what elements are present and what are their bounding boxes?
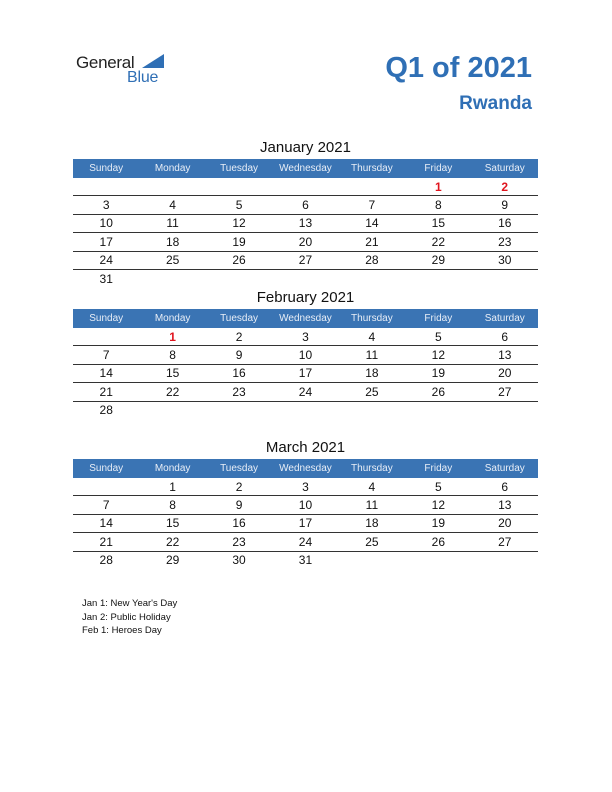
day-cell: 7 [339, 196, 405, 214]
day-cell: 26 [405, 383, 471, 401]
day-cell: 19 [206, 233, 272, 251]
day-cell [339, 178, 405, 196]
weekday-header: Tuesday [206, 159, 272, 178]
day-cell: 23 [206, 533, 272, 551]
day-cell: 28 [99, 403, 113, 418]
logo-blue-text: Blue [127, 69, 159, 86]
day-cell: 1 [139, 328, 205, 346]
day-cell: 13 [472, 346, 538, 364]
day-cell: 10 [272, 496, 338, 514]
week-row [73, 496, 538, 514]
day-cell: 25 [139, 251, 205, 269]
day-cell [472, 401, 538, 419]
logo [76, 52, 176, 88]
day-cell: 27 [272, 251, 338, 269]
day-cell: 15 [139, 364, 205, 382]
weekday-header: Tuesday [206, 459, 272, 478]
country-name: Rwanda [459, 93, 532, 114]
day-cell: 8 [139, 346, 205, 364]
day-cell: 8 [139, 496, 205, 514]
holiday-list [82, 597, 177, 638]
week-row [73, 269, 538, 287]
month-title: February 2021 [256, 289, 355, 306]
day-cell [139, 401, 205, 419]
month-february [73, 287, 538, 419]
week-row [73, 214, 538, 232]
week-row [73, 251, 538, 269]
day-cell: 12 [405, 346, 471, 364]
week-row [73, 196, 538, 214]
day-cell: 10 [73, 214, 139, 232]
day-cell: 17 [73, 233, 139, 251]
weekday-header: Sunday [73, 309, 139, 328]
calendar-grid [73, 309, 538, 419]
day-cell: 28 [99, 553, 113, 568]
weekday-header: Friday [405, 159, 471, 178]
weekday-header: Monday [139, 459, 205, 478]
day-cell: 17 [272, 514, 338, 532]
day-cell [405, 401, 471, 419]
day-cell: 11 [139, 214, 205, 232]
week-row [73, 178, 538, 196]
day-cell: 11 [339, 496, 405, 514]
day-cell [206, 178, 272, 196]
day-cell: 8 [405, 196, 471, 214]
month-january [73, 137, 538, 287]
day-cell: 9 [472, 196, 538, 214]
day-cell: 20 [472, 364, 538, 382]
weekday-header: Saturday [472, 309, 538, 328]
day-cell: 11 [339, 346, 405, 364]
day-cell: 9 [206, 496, 272, 514]
page-title: Q1 of 2021 [385, 52, 532, 84]
day-cell: 26 [405, 533, 471, 551]
day-cell: 29 [405, 251, 471, 269]
weekday-header: Monday [139, 159, 205, 178]
weekday-header: Friday [405, 309, 471, 328]
week-row [73, 233, 538, 251]
week-row [73, 533, 538, 551]
day-cell: 24 [272, 533, 338, 551]
day-cell: 5 [206, 196, 272, 214]
weekday-header: Sunday [73, 459, 139, 478]
day-cell: 6 [472, 478, 538, 496]
calendar-grid [73, 159, 538, 287]
day-cell: 6 [272, 196, 338, 214]
day-cell: 14 [339, 214, 405, 232]
day-cell: 22 [139, 533, 205, 551]
day-cell: 15 [139, 514, 205, 532]
week-row [73, 551, 538, 569]
weekday-header: Thursday [339, 159, 405, 178]
weekday-header: Saturday [472, 159, 538, 178]
day-cell: 5 [405, 328, 471, 346]
day-cell: 21 [73, 533, 139, 551]
day-cell: 16 [472, 214, 538, 232]
week-row [73, 383, 538, 401]
day-cell: 4 [339, 478, 405, 496]
week-row [73, 364, 538, 382]
day-cell: 4 [339, 328, 405, 346]
day-cell: 27 [472, 533, 538, 551]
day-cell: 14 [73, 364, 139, 382]
day-cell [73, 478, 139, 496]
day-cell: 24 [73, 251, 139, 269]
day-cell: 19 [405, 514, 471, 532]
day-cell: 28 [339, 251, 405, 269]
day-cell: 25 [339, 383, 405, 401]
weekday-header: Thursday [339, 309, 405, 328]
day-cell: 5 [405, 478, 471, 496]
day-cell: 31 [298, 553, 313, 568]
weekday-header: Monday [139, 309, 205, 328]
month-title: January 2021 [260, 139, 351, 156]
day-cell: 15 [405, 214, 471, 232]
day-cell: 20 [472, 514, 538, 532]
day-cell: 18 [139, 233, 205, 251]
day-cell: 30 [232, 553, 246, 568]
week-row [73, 514, 538, 532]
day-cell: 30 [472, 251, 538, 269]
day-cell: 2 [206, 328, 272, 346]
day-cell: 7 [73, 496, 139, 514]
day-cell: 13 [272, 214, 338, 232]
day-cell: 24 [272, 383, 338, 401]
day-cell [73, 328, 139, 346]
day-cell: 16 [206, 364, 272, 382]
day-cell: 26 [206, 251, 272, 269]
day-cell [339, 401, 405, 419]
weekday-header: Wednesday [272, 309, 338, 328]
day-cell [272, 401, 338, 419]
day-cell [206, 269, 272, 287]
day-cell [272, 178, 338, 196]
calendar-grid [73, 459, 538, 569]
day-cell [206, 401, 272, 419]
day-cell: 18 [339, 364, 405, 382]
day-cell [472, 551, 538, 569]
weekday-header: Friday [405, 459, 471, 478]
day-cell: 12 [206, 214, 272, 232]
day-cell: 23 [206, 383, 272, 401]
day-cell: 13 [472, 496, 538, 514]
day-cell: 2 [206, 478, 272, 496]
day-cell: 14 [73, 514, 139, 532]
day-cell: 19 [405, 364, 471, 382]
week-row [73, 478, 538, 496]
holiday-item: Jan 2: Public Holiday [82, 611, 171, 623]
weekday-header: Wednesday [272, 459, 338, 478]
day-cell: 21 [73, 383, 139, 401]
day-cell: 21 [339, 233, 405, 251]
day-cell: 1 [139, 478, 205, 496]
day-cell: 31 [99, 271, 113, 286]
weekday-header: Tuesday [206, 309, 272, 328]
day-cell: 20 [272, 233, 338, 251]
weekday-header: Thursday [339, 459, 405, 478]
day-cell: 3 [272, 328, 338, 346]
month-march [73, 437, 538, 569]
day-cell: 1 [405, 178, 471, 196]
day-cell: 10 [272, 346, 338, 364]
day-cell: 6 [472, 328, 538, 346]
logo-triangle-icon [142, 54, 164, 68]
day-cell [139, 178, 205, 196]
day-cell: 27 [472, 383, 538, 401]
week-row [73, 328, 538, 346]
day-cell [405, 269, 471, 287]
day-cell [472, 269, 538, 287]
month-title: March 2021 [265, 439, 346, 456]
week-row [73, 401, 538, 419]
day-cell: 2 [472, 178, 538, 196]
day-cell [339, 269, 405, 287]
weekday-header: Sunday [73, 159, 139, 178]
day-cell: 3 [272, 478, 338, 496]
weekday-header: Wednesday [272, 159, 338, 178]
day-cell: 23 [472, 233, 538, 251]
day-cell: 12 [405, 496, 471, 514]
day-cell: 3 [73, 196, 139, 214]
day-cell [139, 269, 205, 287]
day-cell: 18 [339, 514, 405, 532]
day-cell: 22 [139, 383, 205, 401]
day-cell [73, 178, 139, 196]
logo-general-text: General [76, 53, 135, 72]
holiday-item: Feb 1: Heroes Day [82, 625, 162, 636]
week-row [73, 346, 538, 364]
day-cell [339, 551, 405, 569]
day-cell: 22 [405, 233, 471, 251]
day-cell: 29 [165, 553, 180, 568]
holiday-item: Jan 1: New Year's Day [82, 598, 178, 609]
day-cell: 4 [139, 196, 205, 214]
day-cell [405, 551, 471, 569]
day-cell [272, 269, 338, 287]
day-cell: 25 [339, 533, 405, 551]
day-cell: 17 [272, 364, 338, 382]
day-cell: 16 [206, 514, 272, 532]
weekday-header: Saturday [472, 459, 538, 478]
day-cell: 7 [73, 346, 139, 364]
day-cell: 9 [206, 346, 272, 364]
